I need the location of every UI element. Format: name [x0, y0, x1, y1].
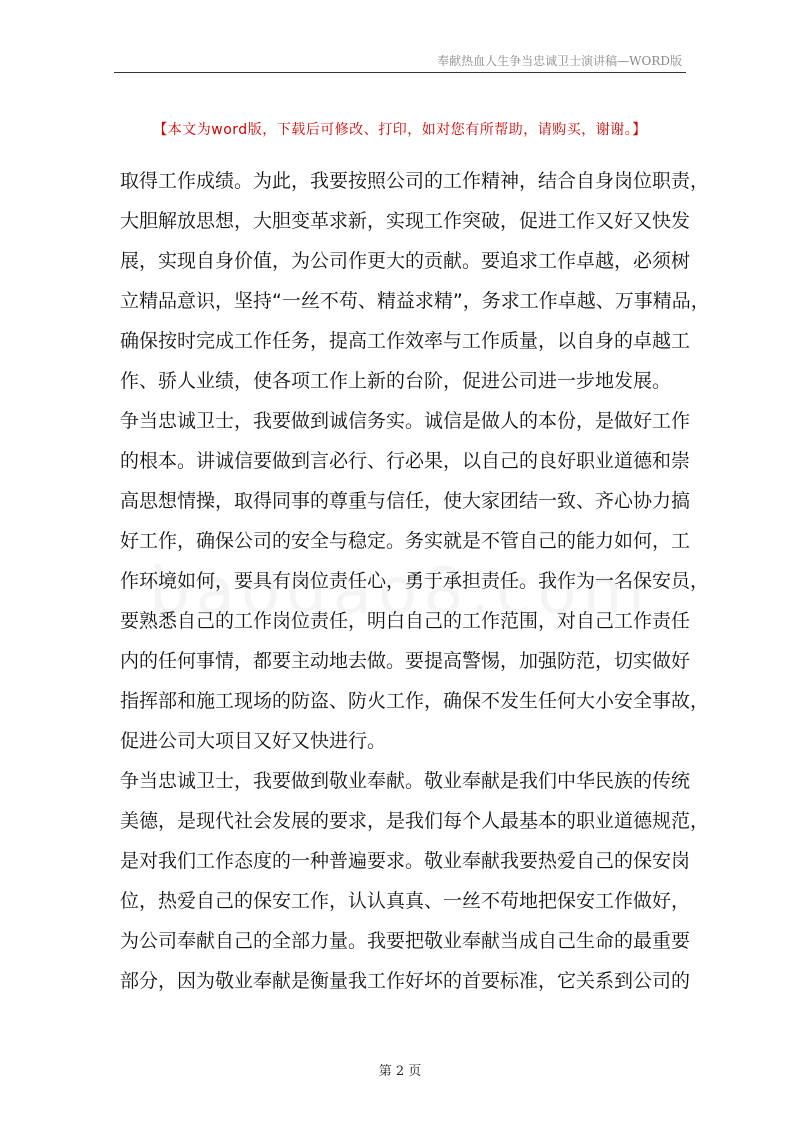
text-line: 内的任何事情，都要主动地去做。要提高警惕，加强防范，切实做好 [120, 650, 691, 672]
text-line: 作、骄人业绩，使各项工作上新的台阶，促进公司进一步地发展。 [120, 370, 672, 392]
text-line: 位，热爱自己的保安工作，认认真真、一丝不苟地把保安工作做好， [120, 890, 691, 912]
text-line: 大胆解放思想，大胆变革求新，实现工作突破，促进工作又好又快发 [120, 210, 691, 232]
text-line: 高思想情操，取得同事的尊重与信任，使大家团结一致、齐心协力搞 [120, 490, 691, 512]
paragraph-1 [120, 161, 710, 401]
text-line: 的根本。讲诚信要做到言必行、行必果，以自己的良好职业道德和崇 [120, 450, 691, 472]
text-line: 确保按时完成工作任务，提高工作效率与工作质量，以自身的卓越工 [120, 330, 691, 352]
text-line: 好工作，确保公司的安全与稳定。务实就是不管自己的能力如何，工 [120, 530, 691, 552]
text-line: 展，实现自身价值，为公司作更大的贡献。要追求工作卓越，必须树 [120, 250, 691, 272]
text-line: 取得工作成绩。为此，我要按照公司的工作精神，结合自身岗位职责， [120, 170, 710, 192]
text-line: 为公司奉献自己的全部力量。我要把敬业奉献当成自己生命的最重要 [120, 930, 691, 952]
text-line: 美德，是现代社会发展的要求，是我们每个人最基本的职业道德规范， [120, 810, 710, 832]
document-body [120, 161, 710, 1001]
text-line: 作环境如何，要具有岗位责任心，勇于承担责任。我作为一名保安员， [120, 570, 710, 592]
page-number: 第 2 页 [378, 1064, 422, 1079]
text-line: 指挥部和施工现场的防盗、防火工作，确保不发生任何大小安全事故， [120, 690, 710, 712]
page-header [114, 50, 686, 73]
text-line: 是对我们工作态度的一种普遍要求。敬业奉献我要热爱自己的保安岗 [120, 850, 691, 872]
text-line: 争当忠诚卫士，我要做到诚信务实。诚信是做人的本份，是做好工作 [120, 410, 691, 432]
header-title: 奉献热血人生争当忠诚卫士演讲稿—WORD版 [437, 54, 682, 68]
text-line: 促进公司大项目又好又快进行。 [120, 730, 387, 752]
paragraph-2 [120, 401, 710, 761]
text-line: 要熟悉自己的工作岗位责任，明白自己的工作范围，对自己工作责任 [120, 610, 691, 632]
text-line: 部分，因为敬业奉献是衡量我工作好坏的首要标准，它关系到公司的 [120, 970, 691, 992]
paragraph-3 [120, 761, 710, 1001]
text-line: 立精品意识，坚持“一丝不苟、精益求精”，务求工作卓越、万事精品， [120, 290, 710, 312]
download-notice: 【本文为word版，下载后可修改、打印，如对您有所帮助，请购买，谢谢。】 [153, 122, 647, 138]
text-line: 争当忠诚卫士，我要做到敬业奉献。敬业奉献是我们中华民族的传统 [120, 770, 691, 792]
